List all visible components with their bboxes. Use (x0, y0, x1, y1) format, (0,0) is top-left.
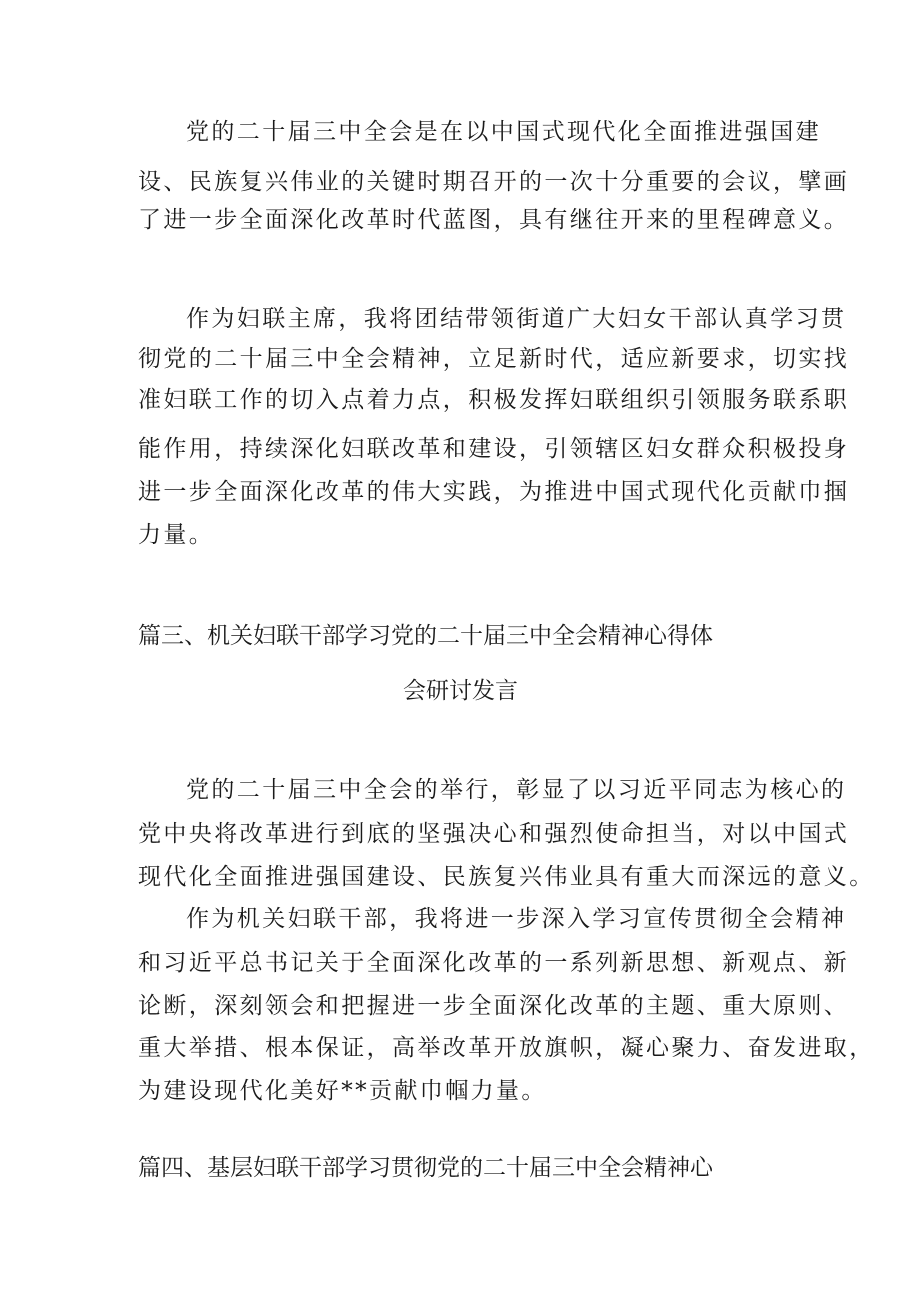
paragraph-line: 力量。 (138, 522, 215, 548)
paragraph-line: 彻党的二十届三中全会精神，立足新时代，适应新要求，切实找 (138, 346, 850, 372)
paragraph-line: 作为妇联主席，我将团结带领街道广大妇女干部认真学习贯 (186, 306, 847, 332)
paragraph-line: 现代化全面推进强国建设、民族复兴伟业具有重大而深远的意义。 (138, 864, 875, 890)
paragraph-line: 党的二十届三中全会的举行，彰显了以习近平同志为核心的 (186, 777, 847, 803)
paragraph-line: 进一步全面深化改革的伟大实践，为推进中国式现代化贡献巾掴 (138, 479, 850, 505)
paragraph-line: 和习近平总书记关于全面深化改革的一系列新思想、新观点、新 (138, 950, 850, 976)
paragraph-line: 论断，深刻领会和把握进一步全面深化改革的主题、重大原则、 (138, 993, 850, 1019)
paragraph-line: 作为机关妇联干部，我将进一步深入学习宣传贯彻全会精神 (186, 906, 847, 932)
paragraph-line: 党中央将改革进行到底的坚强决心和强烈使命担当，对以中国式 (138, 821, 850, 847)
heading-line: 篇三、机关妇联干部学习党的二十届三中全会精神心得体 (138, 623, 713, 649)
heading-line: 会研讨发言 (403, 678, 518, 704)
paragraph-line: 了进一步全面深化改革时代蓝图，具有继往开来的里程碑意义。 (138, 207, 850, 233)
paragraph-line: 能作用，持续深化妇联改革和建设，引领辖区妇女群众积极投身 (138, 436, 850, 462)
heading-line: 篇四、基层妇联干部学习贯彻党的二十届三中全会精神心 (138, 1155, 713, 1181)
paragraph-line: 为建设现代化美好**贡献巾帼力量。 (138, 1078, 547, 1104)
paragraph-line: 党的二十届三中全会是在以中国式现代化全面推进强国建 (186, 119, 821, 145)
paragraph-line: 设、民族复兴伟业的关键时期召开的一次十分重要的会议，擘画 (138, 169, 850, 195)
paragraph-line: 准妇联工作的切入点着力点，积极发挥妇联组织引领服务联系职 (138, 387, 850, 413)
paragraph-line: 重大举措、根本保证，高举改革开放旗帜，凝心聚力、奋发进取， (138, 1035, 875, 1061)
